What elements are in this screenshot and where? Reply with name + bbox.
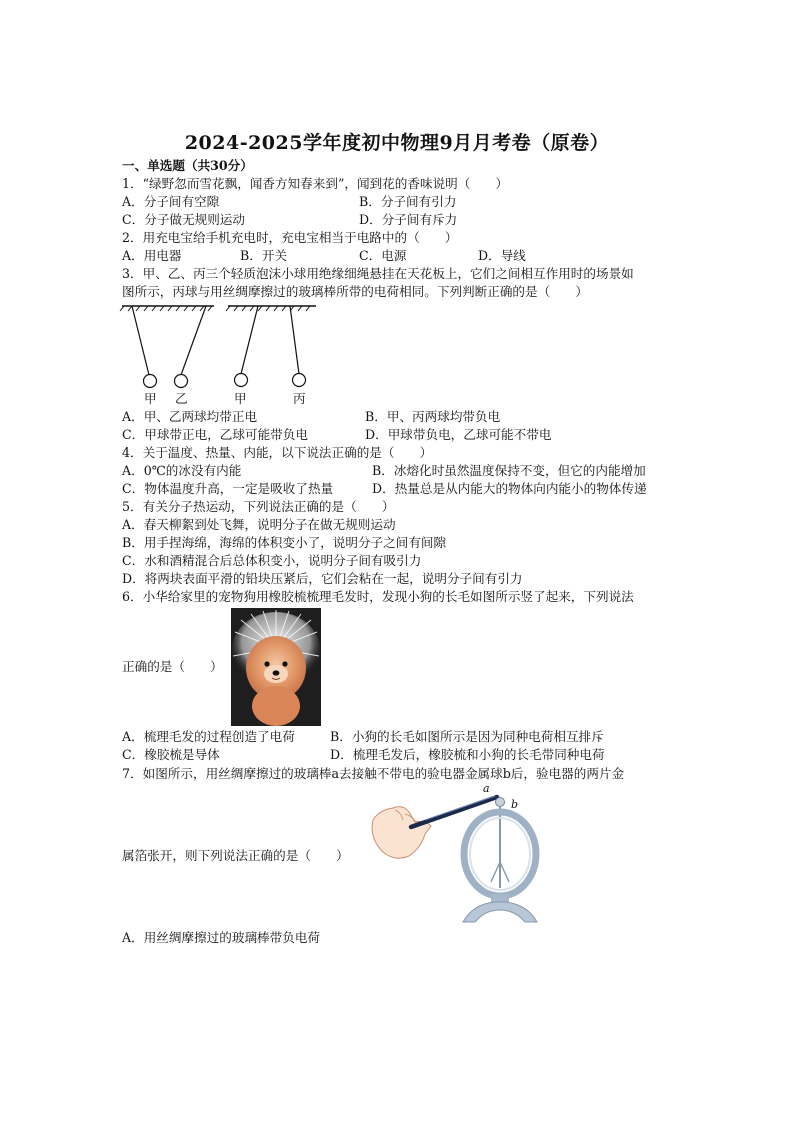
ball-label-bing: 丙 [293, 391, 306, 406]
q4-stem: 4．关于温度、热量、内能，以下说法正确的是（ ） [122, 445, 433, 460]
q6-option-c: C．橡胶梳是导体 [122, 747, 220, 762]
ball-label-jia-1: 甲 [144, 391, 157, 406]
q4-option-a: A．0℃的冰没有内能 [122, 463, 242, 478]
q1-option-b: B．分子间有引力 [359, 194, 457, 209]
q1-option-d: D．分子间有斥力 [359, 212, 458, 227]
q1-stem: 1．“绿野忽而雪花飘，闻香方知春来到”，闻到花的香味说明（ ） [122, 176, 509, 191]
q5-option-d: D．将两块表面平滑的铅块压紧后，它们会粘在一起，说明分子间有引力 [122, 571, 523, 586]
q6-option-b: B．小狗的长毛如图所示是因为同种电荷相互排斥 [330, 729, 604, 744]
q3-stem-line1: 3．甲、乙、丙三个轻质泡沫小球用绝缘细绳悬挂在天花板上，它们之间相互作用时的场景如 [122, 266, 634, 281]
q5-option-a: A．春天柳絮到处飞舞，说明分子在做无规则运动 [122, 517, 396, 532]
q6-stem-line2: 正确的是（ ） [122, 659, 223, 674]
q2-stem: 2．用充电宝给手机充电时，充电宝相当于电路中的（ ） [122, 230, 458, 245]
q3-option-c: C．甲球带正电，乙球可能带负电 [122, 427, 308, 442]
q2-option-b: B．开关 [240, 248, 288, 263]
q5-option-c: C．水和酒精混合后总体积变小，说明分子间有吸引力 [122, 553, 422, 568]
q3-option-b: B．甲、丙两球均带负电 [365, 409, 501, 424]
q2-option-a: A．用电器 [122, 248, 182, 263]
q7-stem-line1: 7．如图所示，用丝绸摩擦过的玻璃棒a去接触不带电的验电器金属球b后，验电器的两片金 [122, 766, 625, 781]
q6-option-a: A．梳理毛发的过程创造了电荷 [122, 729, 295, 744]
q3-option-d: D．甲球带负电，乙球可能不带电 [365, 427, 552, 442]
fluffy-dog-photo [231, 608, 321, 726]
label-rod-a: a [483, 782, 490, 795]
q2-option-c: C．电源 [359, 248, 407, 263]
q4-option-c: C．物体温度升高，一定是吸收了热量 [122, 481, 334, 496]
electroscope-diagram [365, 782, 555, 927]
q5-option-b: B．用手捏海绵，海绵的体积变小了，说明分子之间有间隙 [122, 535, 447, 550]
q5-stem: 5．有关分子热运动，下列说法正确的是（ ） [122, 499, 395, 514]
q1-option-c: C．分子做无规则运动 [122, 212, 245, 227]
q7-option-a: A．用丝绸摩擦过的玻璃棒带负电荷 [122, 930, 321, 945]
q1-option-a: A．分子间有空隙 [122, 194, 220, 209]
ball-label-yi: 乙 [175, 391, 188, 406]
label-ball-b: b [511, 798, 519, 811]
section-heading: 一、单选题（共30分） [122, 158, 253, 173]
q6-stem-line1: 6．小华给家里的宠物狗用橡胶梳梳理毛发时，发现小狗的长毛如图所示竖了起来，下列说法 [122, 589, 634, 604]
q3-option-a: A．甲、乙两球均带正电 [122, 409, 258, 424]
q3-stem-line2: 图所示，丙球与用丝绸摩擦过的玻璃棒所带的电荷相同。下列判断正确的是（ ） [122, 284, 588, 299]
q4-option-d: D．热量总是从内能大的物体向内能小的物体传递 [372, 481, 647, 496]
ball-label-jia-2: 甲 [234, 391, 247, 406]
q4-option-b: B．冰熔化时虽然温度保持不变，但它的内能增加 [372, 463, 646, 478]
q2-option-d: D．导线 [478, 248, 526, 263]
page-title: 2024-2025学年度初中物理9月月考卷（原卷） [184, 132, 610, 154]
q7-stem-line2: 属箔张开，则下列说法正确的是（ ） [122, 848, 349, 863]
q6-option-d: D．梳理毛发后，橡胶梳和小狗的长毛带同种电荷 [330, 747, 605, 762]
